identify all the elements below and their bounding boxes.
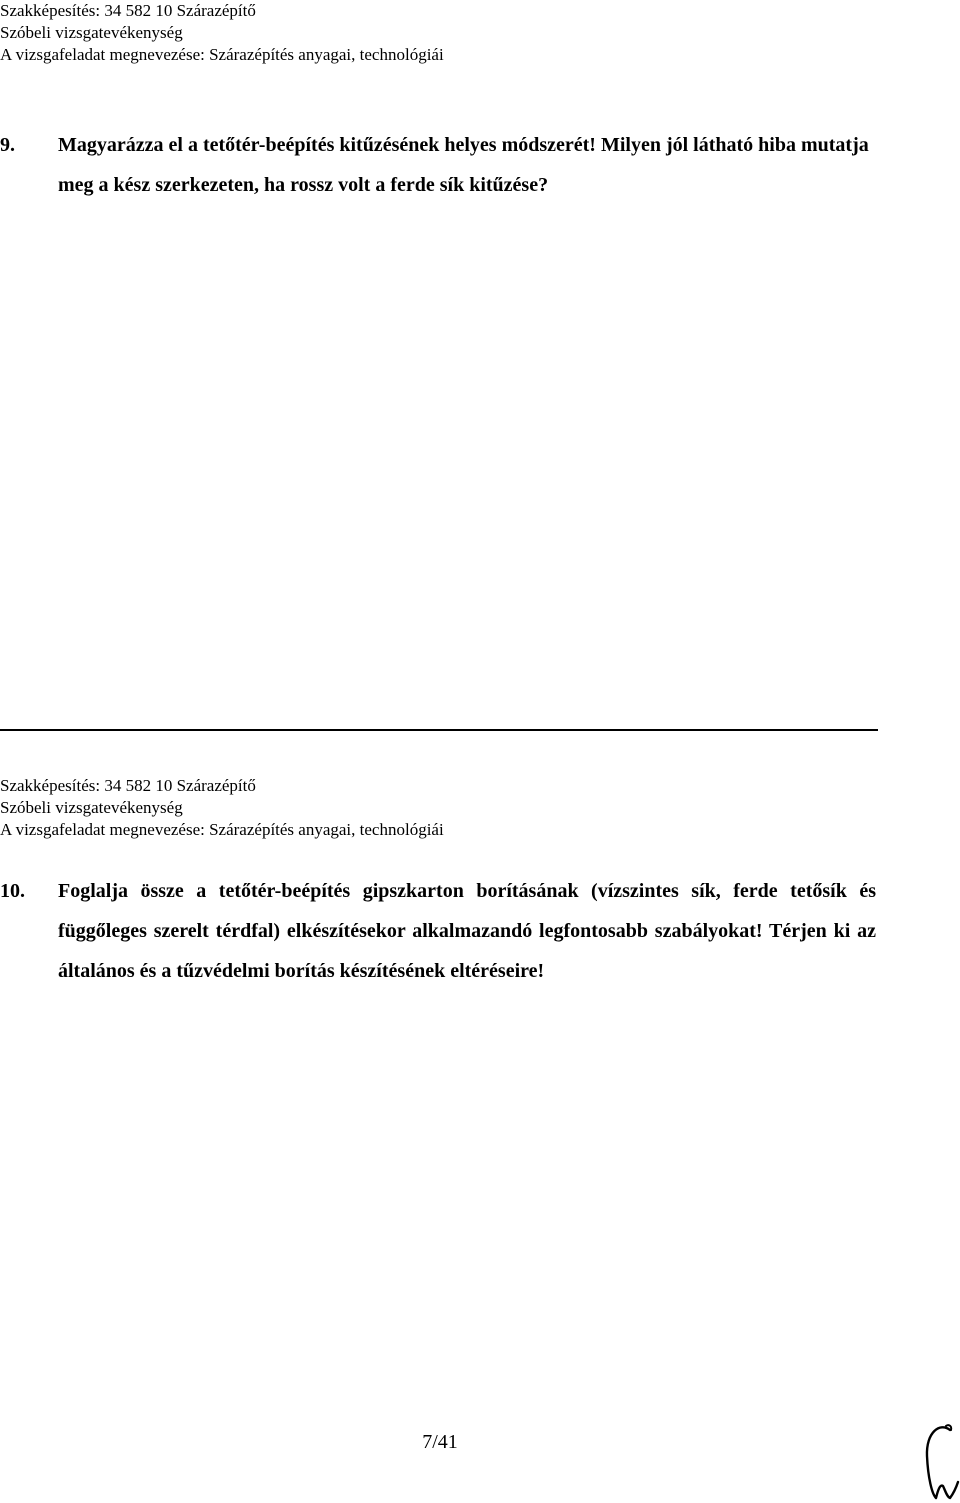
header-qualification: Szakképesítés: 34 582 10 Szárazépítő bbox=[0, 1, 256, 20]
header-qualification: Szakképesítés: 34 582 10 Szárazépítő bbox=[0, 776, 256, 795]
question-9 bbox=[0, 125, 880, 205]
question-10 bbox=[0, 871, 876, 991]
question-9-number: 9. bbox=[0, 134, 15, 156]
header-exam-activity: Szóbeli vizsgatevékenység bbox=[0, 798, 183, 817]
handwritten-signature bbox=[918, 1420, 960, 1503]
question-10-text: Foglalja össze a tetőtér-beépítés gipszkarton borításának (vízszintes sík, ferde tetősík és függőleges szerelt térdfal) elkészítésekor alkalmazandó legfontosabb szabályokat! Térjen ki az általános és a tűzvédelmi borítás készítésének eltéréseire! bbox=[58, 880, 876, 982]
header-exam-activity: Szóbeli vizsgatevékenység bbox=[0, 23, 183, 42]
page-divider bbox=[0, 729, 878, 731]
page-number: 7/41 bbox=[422, 1431, 458, 1453]
header-task-name: A vizsgafeladat megnevezése: Szárazépítés anyagai, technológiái bbox=[0, 820, 444, 839]
header-task-name: A vizsgafeladat megnevezése: Szárazépítés anyagai, technológiái bbox=[0, 45, 444, 64]
header-bottom bbox=[0, 775, 444, 841]
header-top bbox=[0, 0, 444, 66]
question-10-number: 10. bbox=[0, 880, 25, 902]
question-9-text: Magyarázza el a tetőtér-beépítés kitűzésének helyes módszerét! Milyen jól látható hiba mutatja meg a kész szerkezeten, ha rossz volt a ferde sík kitűzése? bbox=[58, 134, 869, 196]
